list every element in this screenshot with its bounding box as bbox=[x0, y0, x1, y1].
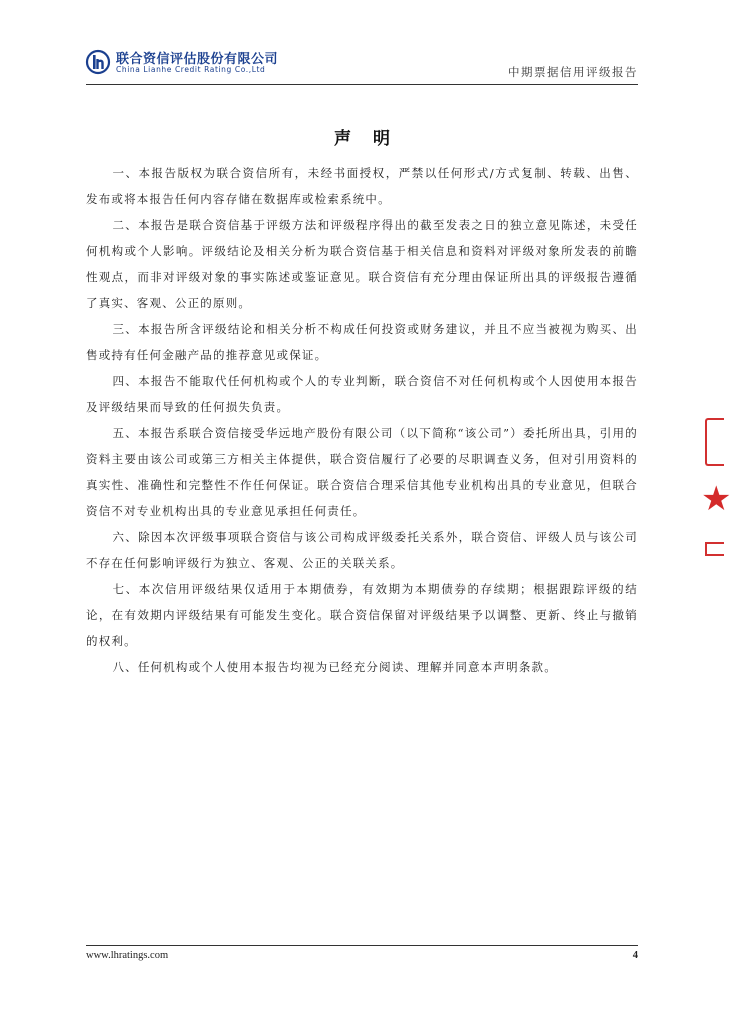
statement-paragraph-7: 七、本次信用评级结果仅适用于本期债券，有效期为本期债券的存续期；根据跟踪评级的结论，在有效期内评级结果有可能发生变化。联合资信保留对评级结果予以调整、更新、终止与撤销的权利。 bbox=[86, 582, 638, 648]
statement-body bbox=[86, 160, 638, 680]
statement-paragraph-2: 二、本报告是联合资信基于评级方法和评级程序得出的截至发表之日的独立意见陈述，未受任何机构或个人影响。评级结论及相关分析为联合资信基于相关信息和资料对评级对象所发表的前瞻性观点，而非对评级对象的事实陈述或鉴证意见。联合资信有充分理由保证所出具的评级报告遵循了真实、客观、公正的原则。 bbox=[86, 218, 638, 310]
statement-paragraph-3: 三、本报告所含评级结论和相关分析不构成任何投资或财务建议，并且不应当被视为购买、出售或持有任何金融产品的推荐意见或保证。 bbox=[86, 322, 638, 362]
page-header bbox=[86, 48, 638, 84]
stamp-border-bottom bbox=[705, 542, 724, 556]
lianhe-logo-icon bbox=[86, 50, 110, 74]
statement-paragraph-1: 一、本报告版权为联合资信所有，未经书面授权，严禁以任何形式/方式复制、转载、出售、发布或将本报告任何内容存储在数据库或检索系统中。 bbox=[86, 166, 638, 206]
company-name-en: China Lianhe Credit Rating Co.,Ltd bbox=[116, 65, 266, 74]
page-title: 声明 bbox=[334, 129, 412, 149]
report-title: 中期票据信用评级报告 bbox=[508, 65, 638, 79]
star-icon: ★ bbox=[701, 479, 731, 519]
stamp-border-top bbox=[705, 418, 724, 466]
footer-url: www.lhratings.com bbox=[86, 950, 169, 961]
footer-divider bbox=[86, 945, 638, 946]
statement-paragraph-6: 六、除因本次评级事项联合资信与该公司构成评级委托关系外，联合资信、评级人员与该公司不存在任何影响评级行为独立、客观、公正的关联关系。 bbox=[86, 530, 638, 570]
statement-paragraph-4: 四、本报告不能取代任何机构或个人的专业判断，联合资信不对任何机构或个人因使用本报告及评级结果而导致的任何损失负责。 bbox=[86, 374, 638, 414]
page-number: 4 bbox=[632, 950, 638, 961]
company-name-cn: 联合资信评估股份有限公司 bbox=[116, 52, 279, 67]
header-divider bbox=[86, 84, 638, 85]
statement-paragraph-5: 五、本报告系联合资信接受华远地产股份有限公司（以下简称“该公司”）委托所出具，引用的资料主要由该公司或第三方相关主体提供，联合资信履行了必要的尽职调查义务，但对引用资料的真实性、准确性和完整性不作任何保证。联合资信合理采信其他专业机构出具的专业意见，但联合资信不对专业机构出具的专业意见承担任何责任。 bbox=[86, 426, 638, 518]
statement-paragraph-8: 八、任何机构或个人使用本报告均视为已经充分阅读、理解并同意本声明条款。 bbox=[112, 660, 557, 674]
edge-seal-stamp bbox=[701, 418, 731, 568]
